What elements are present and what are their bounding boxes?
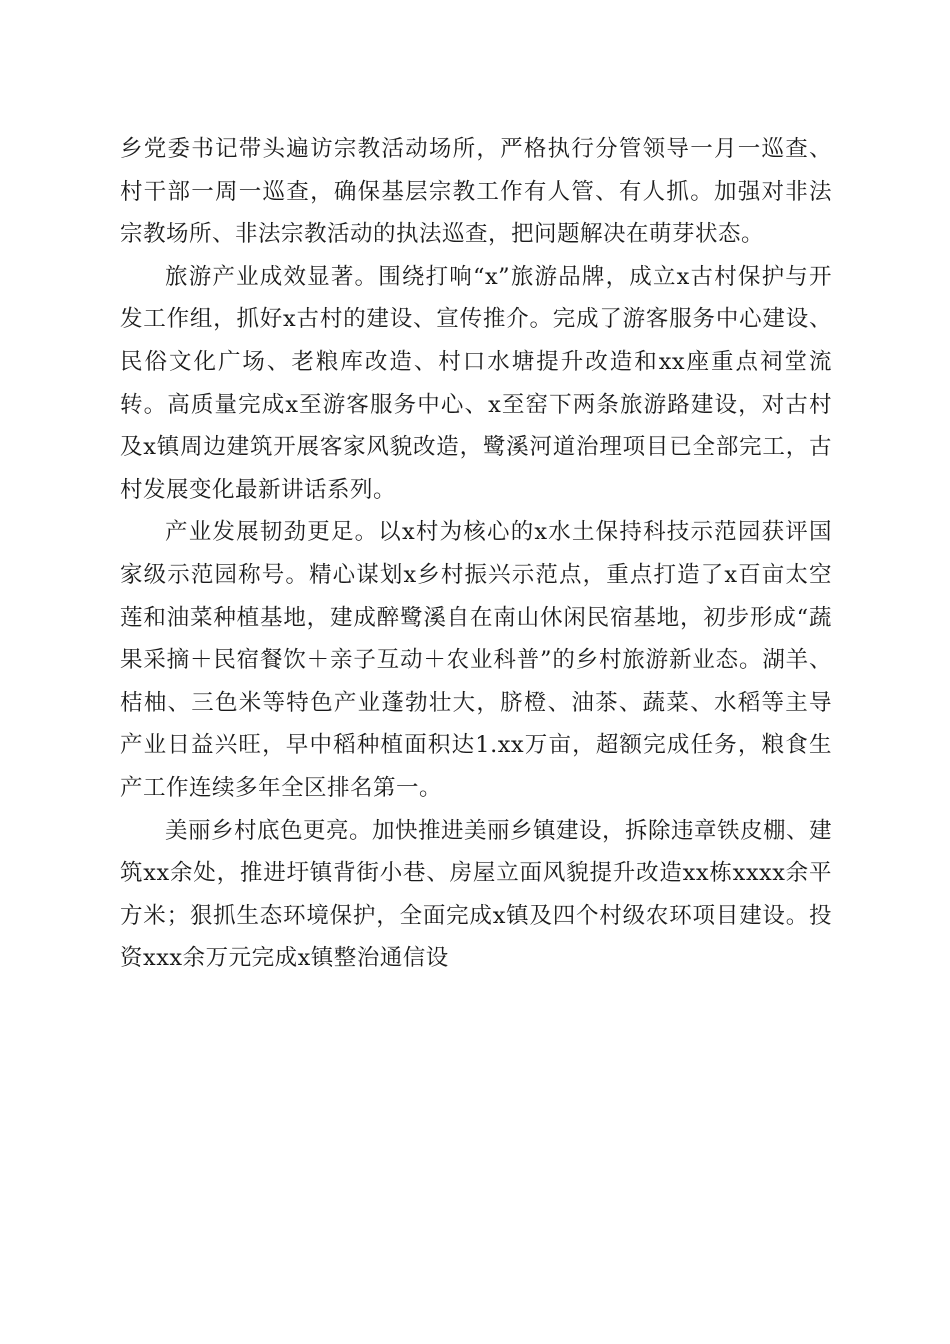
paragraph-tourism-industry: 旅游产业成效显著。围绕打响“x”旅游品牌，成立x古村保护与开发工作组，抓好x古村的建设、宣传推介。完成了游客服务中心建设、民俗文化广场、老粮库改造、村口水塘提升改造和xx座重点祠堂流转。高质量完成x至游客服务中心、x至窑下两条旅游路建设，对古村及x镇周边建筑开展客家风貌改造，鹭溪河道治理项目已全部完工，古村发展变化最新讲话系列。 xyxy=(120,263,832,503)
paragraph-beautiful-countryside: 美丽乡村底色更亮。加快推进美丽乡镇建设，拆除违章铁皮棚、建筑xx余处，推进圩镇背街小巷、房屋立面风貌提升改造xx栋xxxx余平方米；狠抓生态环境保护，全面完成x镇及四个村级农环项目建设。投资xxx余万元完成x镇整治通信设 xyxy=(120,817,833,972)
paragraph-industry-development: 产业发展韧劲更足。以x村为核心的x水土保持科技示范园获评国家级示范园称号。精心谋划x乡村振兴示范点，重点打造了x百亩太空莲和油菜种植基地，建成醉鹭溪自在南山休闲民宿基地，初步形成“蔬果采摘＋民宿餐饮＋亲子互动＋农业科普”的乡村旅游新业态。湖羊、桔柚、三色米等特色产业蓬勃壮大，脐橙、油茶、蔬菜、水稻等主导产业日益兴旺，早中稻种植面积达1.xx万亩，超额完成任务，粮食生产工作连续多年全区排名第一。 xyxy=(120,519,832,801)
document-body xyxy=(120,128,832,980)
paragraph-religious-affairs: 乡党委书记带头遍访宗教活动场所，严格执行分管领导一月一巡查、村干部一周一巡查，确保基层宗教工作有人管、有人抓。加强对非法宗教场所、非法宗教活动的执法巡查，把问题解决在萌芽状态。 xyxy=(120,136,832,248)
